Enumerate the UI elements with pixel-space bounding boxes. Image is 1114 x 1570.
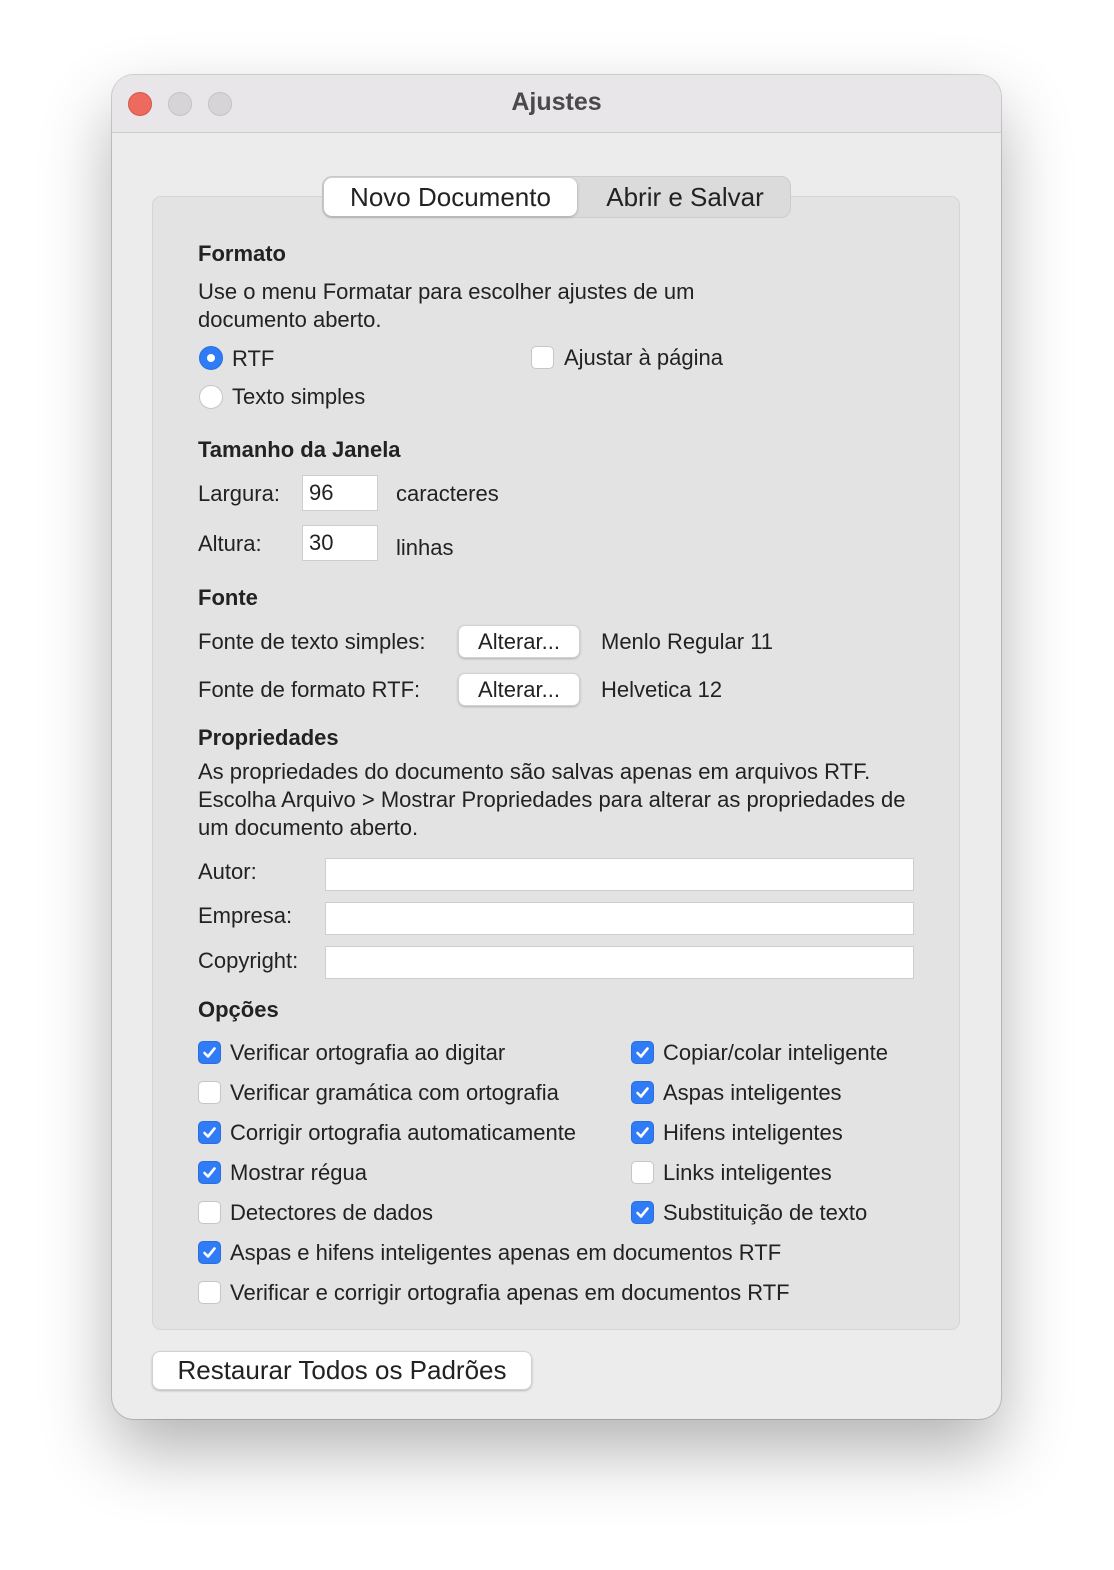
data-detectors-checkbox[interactable] xyxy=(198,1201,221,1224)
window-title: Ajustes xyxy=(511,88,602,116)
plain-font-value: Menlo Regular 11 xyxy=(601,629,774,654)
font-section-title: Fonte xyxy=(198,585,258,610)
fit-to-page-label[interactable]: Ajustar à página xyxy=(564,345,723,370)
show-ruler-checkbox[interactable] xyxy=(198,1161,221,1184)
radio-rtf-label[interactable]: RTF xyxy=(232,346,275,371)
height-unit: linhas xyxy=(396,535,454,560)
grammar-check-label[interactable]: Verificar gramática com ortografia xyxy=(230,1080,559,1105)
spell-check-while-typing-label[interactable]: Verificar ortografia ao digitar xyxy=(230,1040,506,1065)
options-section-title: Opções xyxy=(198,997,279,1022)
properties-description: As propriedades do documento são salvas apenas em arquivos RTF. Escolha Arquivo > Mostrar Propriedades para alterar as propriedades de um documento aberto. xyxy=(198,759,906,840)
rtf-font-label: Fonte de formato RTF: xyxy=(198,677,421,702)
width-label: Largura: xyxy=(198,481,280,506)
spell-check-while-typing-checkbox[interactable] xyxy=(198,1041,221,1064)
text-replacement-checkbox[interactable] xyxy=(631,1201,654,1224)
rtf-only-spelling-checkbox[interactable] xyxy=(198,1281,221,1304)
height-input[interactable] xyxy=(302,525,378,561)
tab-novo-documento[interactable]: Novo Documento xyxy=(324,178,577,216)
plain-font-label: Fonte de texto simples: xyxy=(198,629,426,654)
tab-bar xyxy=(322,176,791,218)
smart-copy-paste-checkbox[interactable] xyxy=(631,1041,654,1064)
copyright-field[interactable] xyxy=(325,946,914,979)
rtf-only-spelling-label[interactable]: Verificar e corrigir ortografia apenas em documentos RTF xyxy=(230,1280,790,1305)
copyright-label: Copyright: xyxy=(198,948,299,973)
fit-to-page-checkbox[interactable] xyxy=(531,346,554,369)
tab-abrir-e-salvar[interactable]: Abrir e Salvar xyxy=(606,182,764,212)
restore-defaults-button[interactable]: Restaurar Todos os Padrões xyxy=(152,1351,532,1390)
show-ruler-label[interactable]: Mostrar régua xyxy=(230,1160,367,1185)
smart-copy-paste-label[interactable]: Copiar/colar inteligente xyxy=(663,1040,889,1065)
radio-rtf[interactable] xyxy=(199,346,223,370)
change-plain-font-button[interactable]: Alterar... xyxy=(458,625,580,658)
smart-quotes-label[interactable]: Aspas inteligentes xyxy=(663,1080,842,1105)
smart-dashes-label[interactable]: Hifens inteligentes xyxy=(663,1120,843,1145)
title-bar xyxy=(112,75,1001,133)
change-rtf-font-button[interactable]: Alterar... xyxy=(458,673,580,706)
window-size-section-title: Tamanho da Janela xyxy=(198,437,401,462)
format-description: Use o menu Formatar para escolher ajustes de um documento aberto. xyxy=(198,279,695,332)
author-label: Autor: xyxy=(198,859,257,884)
auto-correct-spelling-label[interactable]: Corrigir ortografia automaticamente xyxy=(230,1120,577,1145)
radio-plain-text-label[interactable]: Texto simples xyxy=(232,384,366,409)
format-section-title: Formato xyxy=(198,241,286,266)
grammar-check-checkbox[interactable] xyxy=(198,1081,221,1104)
width-input[interactable] xyxy=(302,475,378,511)
company-label: Empresa: xyxy=(198,903,293,928)
auto-correct-spelling-checkbox[interactable] xyxy=(198,1121,221,1144)
smart-links-checkbox[interactable] xyxy=(631,1161,654,1184)
preferences-window xyxy=(112,75,1001,1419)
properties-section-title: Propriedades xyxy=(198,725,339,750)
rtf-font-value: Helvetica 12 xyxy=(601,677,723,702)
company-field[interactable] xyxy=(325,902,914,935)
data-detectors-label[interactable]: Detectores de dados xyxy=(230,1200,434,1225)
smart-links-label[interactable]: Links inteligentes xyxy=(663,1160,832,1185)
width-unit: caracteres xyxy=(396,481,499,506)
radio-plain-text[interactable] xyxy=(199,385,223,409)
smart-dashes-checkbox[interactable] xyxy=(631,1121,654,1144)
height-label: Altura: xyxy=(198,531,262,556)
smart-quotes-checkbox[interactable] xyxy=(631,1081,654,1104)
text-replacement-label[interactable]: Substituição de texto xyxy=(663,1200,868,1225)
author-field[interactable] xyxy=(325,858,914,891)
rtf-only-smart-quotes-checkbox[interactable] xyxy=(198,1241,221,1264)
rtf-only-smart-quotes-label[interactable]: Aspas e hifens inteligentes apenas em documentos RTF xyxy=(230,1240,782,1265)
